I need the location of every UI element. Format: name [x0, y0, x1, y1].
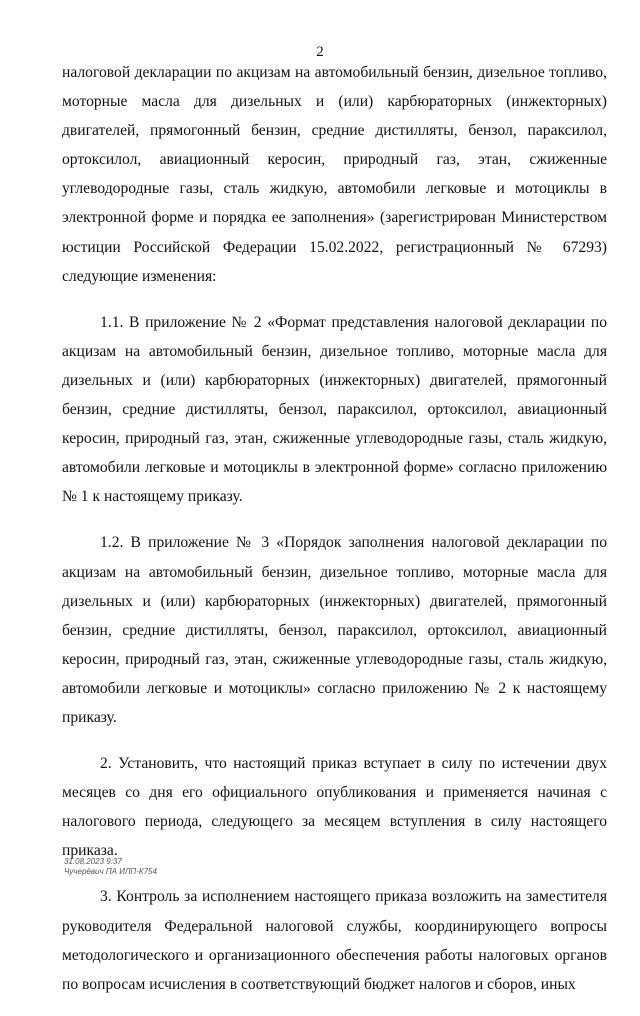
paragraph-intro-continuation: налоговой декларации по акцизам на автомобильный бензин, дизельное топливо, моторные масла для дизельных и (или) карбюраторных (инжекторных) двигателей, прямогонный бензин, средние дистилляты, бензол, параксилол, ортоксилол, авиационный керосин, природный газ, этан, сжиженные углеводородные газы, сталь жидкую, автомобили легковые и мотоциклы в электронной форме и порядка ее заполнения» (зарегистрирован Министерством юстиции Российской Федерации 15.02.2022, регистрационный № 67293) следующие изменения:: [62, 64, 607, 285]
paragraph-1-1: 1.1. В приложение № 2 «Формат представления налоговой декларации по акцизам на автомобильный бензин, дизельное топливо, моторные масла для дизельных и (или) карбюраторных (инжекторных) двигателей, прямогонный бензин, средние дистилляты, бензол, параксилол, ортоксилол, авиационный керосин, природный газ, этан, сжиженные углеводородные газы, сталь жидкую, автомобили легковые и мотоциклы в электронной форме» согласно приложению № 1 к настоящему приказу.: [62, 313, 607, 506]
footer-code: Чучерёвич ПА ИЛП-К754: [64, 867, 157, 876]
document-footer: [64, 857, 157, 877]
paragraph-2: 2. Установить, что настоящий приказ вступает в силу по истечении двух месяцев со дня его официального опубликования и применяется начиная с налогового периода, следующего за месяцем вступления в силу настоящего приказа.: [62, 755, 607, 860]
paragraph-3: 3. Контроль за исполнением настоящего приказа возложить на заместителя руководителя Федеральной налоговой службы, координирующего вопросы методологического и организационного обеспечения работы налоговых органов по вопросам исчисления в соответствующий бюджет налогов и сборов, иных: [62, 888, 607, 993]
page-number: 2: [316, 44, 324, 60]
paragraph-1-2: 1.2. В приложение № 3 «Порядок заполнения налоговой декларации по акцизам на автомобильный бензин, дизельное топливо, моторные масла для дизельных и (или) карбюраторных (инжекторных) двигателей, прямогонный бензин, средние дистилляты, бензол, параксилол, ортоксилол, авиационный керосин, природный газ, этан, сжиженные углеводородные газы, сталь жидкую, автомобили легковые и мотоциклы» согласно приложению № 2 к настоящему приказу.: [62, 534, 607, 726]
footer-timestamp: 31.08.2023 9:37: [64, 857, 122, 866]
